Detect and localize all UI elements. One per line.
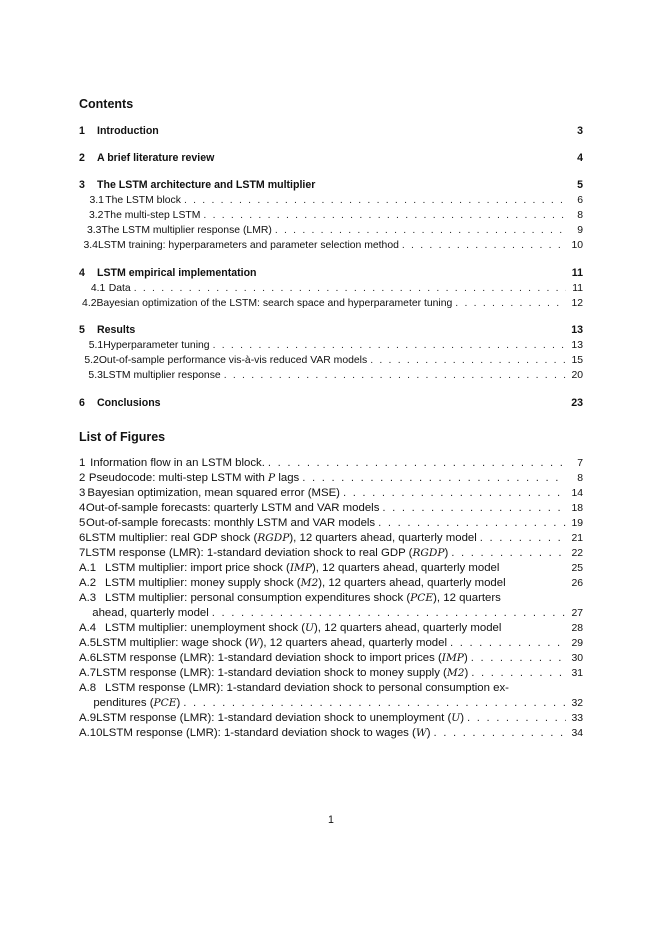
leader-dots xyxy=(370,355,566,366)
subsection-title: Bayesian optimization of the LSTM: search space and hyperparameter tuning xyxy=(96,298,453,309)
math-symbol: PCE xyxy=(153,697,177,709)
toc-subsection[interactable] xyxy=(79,210,583,225)
subsection-number: 3.1 xyxy=(89,195,104,206)
figure-page: 19 xyxy=(571,518,583,529)
figure-number: 6 xyxy=(79,532,86,544)
math-symbol: W xyxy=(248,637,260,649)
math-symbol: IMP xyxy=(441,652,464,664)
figure-entry-continuation[interactable] xyxy=(79,697,583,712)
leader-dots xyxy=(455,298,566,309)
toc-subsection[interactable] xyxy=(79,195,583,210)
figure-entry[interactable] xyxy=(79,502,583,517)
figure-entry[interactable] xyxy=(79,517,583,532)
figure-number: 7 xyxy=(79,547,86,559)
figure-page: 25 xyxy=(571,563,583,574)
toc-section[interactable] xyxy=(79,179,583,194)
figure-page: 29 xyxy=(571,638,583,649)
figure-title: LSTM multiplier: unemployment shock (U), 12 quarters ahead, quarterly model xyxy=(105,622,502,634)
section-title: Conclusions xyxy=(97,397,161,409)
leader-dots xyxy=(203,210,566,221)
figure-entry[interactable] xyxy=(79,667,583,682)
figure-number: A.3 xyxy=(79,592,97,604)
subsection-page: 13 xyxy=(571,340,583,351)
page-number: 1 xyxy=(328,814,334,826)
toc-section[interactable] xyxy=(79,125,583,140)
figure-page: 32 xyxy=(571,698,583,709)
section-number: 2 xyxy=(79,152,85,164)
math-symbol: PCE xyxy=(410,592,434,604)
leader-dots xyxy=(382,502,566,514)
subsection-page: 11 xyxy=(572,283,583,294)
figure-number: A.8 xyxy=(79,682,97,694)
figure-number: A.5 xyxy=(79,637,97,649)
toc-subsection[interactable] xyxy=(79,225,583,240)
figure-number: A.2 xyxy=(79,577,97,589)
subsection-title: The multi-step LSTM xyxy=(103,210,201,221)
figure-entry[interactable] xyxy=(79,682,583,697)
subsection-page: 10 xyxy=(571,240,583,251)
toc-subsection[interactable] xyxy=(79,240,583,255)
figure-number: 4 xyxy=(79,502,86,514)
figure-number: 3 xyxy=(79,487,86,499)
contents-heading: Contents xyxy=(79,97,134,111)
section-title: Introduction xyxy=(97,125,159,137)
figure-page: 34 xyxy=(571,728,583,739)
subsection-title: Out-of-sample performance vis-à-vis reduced VAR models xyxy=(98,355,368,366)
figure-title: LSTM response (LMR): 1-standard deviation shock to money supply (M2) xyxy=(96,667,469,679)
section-number: 6 xyxy=(79,397,85,409)
figure-page: 7 xyxy=(577,458,583,469)
subsection-title: The LSTM block xyxy=(105,195,181,206)
subsection-title: Hyperparameter tuning xyxy=(103,340,210,351)
figure-number: A.7 xyxy=(79,667,97,679)
figure-number: 2 xyxy=(79,472,86,484)
figure-entry[interactable] xyxy=(79,652,583,667)
figure-number: A.1 xyxy=(79,562,97,574)
figure-entry[interactable] xyxy=(79,712,583,727)
leader-dots xyxy=(471,652,566,664)
figure-page: 21 xyxy=(571,533,583,544)
subsection-number: 4.2 xyxy=(82,298,97,309)
math-symbol: RGDP xyxy=(257,532,290,544)
section-number: 3 xyxy=(79,179,85,191)
leader-dots xyxy=(275,225,566,236)
figure-page: 28 xyxy=(571,623,583,634)
figure-page: 8 xyxy=(577,473,583,484)
figure-number: A.9 xyxy=(79,712,97,724)
figure-page: 14 xyxy=(571,488,583,499)
subsection-number: 5.1 xyxy=(88,340,104,351)
subsection-page: 8 xyxy=(577,210,584,221)
subsection-title: LSTM multiplier response xyxy=(102,370,221,381)
leader-dots xyxy=(450,637,566,649)
math-symbol: RGDP xyxy=(412,547,445,559)
leader-dots xyxy=(480,532,566,544)
section-title: A brief literature review xyxy=(97,152,215,164)
toc-section[interactable] xyxy=(79,152,583,167)
math-symbol: U xyxy=(451,712,461,724)
figure-page: 33 xyxy=(571,713,583,724)
figure-title: LSTM multiplier: real GDP shock (RGDP), 12 quarters ahead, quarterly model xyxy=(85,532,477,544)
section-page: 4 xyxy=(577,152,583,164)
figure-number: A.6 xyxy=(79,652,97,664)
figure-title: LSTM multiplier: import price shock (IMP), 12 quarters ahead, quarterly model xyxy=(105,562,500,574)
section-page: 3 xyxy=(577,125,583,137)
leader-dots xyxy=(451,547,566,559)
subsection-number: 3.4 xyxy=(83,240,98,251)
section-page: 11 xyxy=(571,267,583,279)
subsection-page: 20 xyxy=(571,370,583,381)
leader-dots xyxy=(378,517,566,529)
subsection-number: 4.1 xyxy=(90,283,106,294)
figure-entry[interactable] xyxy=(79,562,583,577)
toc-section[interactable] xyxy=(79,324,583,339)
toc-section[interactable] xyxy=(79,267,583,282)
figure-entry-continuation[interactable] xyxy=(79,607,583,622)
subsection-number: 3.2 xyxy=(88,210,104,221)
subsection-title: LSTM training: hyperparameters and parameter selection method xyxy=(97,240,399,251)
leader-dots xyxy=(471,667,566,679)
figure-title: LSTM response (LMR): 1-standard deviation shock to import prices (IMP) xyxy=(96,652,468,664)
figure-title: LSTM multiplier: personal consumption expenditures shock (PCE), 12 quarters xyxy=(105,592,501,604)
figure-title: LSTM response (LMR): 1-standard deviation shock to real GDP (RGDP) xyxy=(85,547,449,559)
math-symbol: U xyxy=(305,622,314,634)
leader-dots xyxy=(268,457,566,469)
toc-section[interactable] xyxy=(79,397,583,412)
section-number: 5 xyxy=(79,324,85,336)
figure-title: Out-of-sample forecasts: monthly LSTM and VAR models xyxy=(86,517,376,529)
figure-title: LSTM multiplier: wage shock (W), 12 quarters ahead, quarterly model xyxy=(96,637,447,649)
figure-title: Bayesian optimization, mean squared error (MSE) xyxy=(87,487,340,499)
subsection-page: 12 xyxy=(571,298,583,309)
figure-entry[interactable] xyxy=(79,592,583,607)
subsection-page: 6 xyxy=(577,195,583,206)
toc-subsection[interactable] xyxy=(79,370,583,385)
section-title: The LSTM architecture and LSTM multiplier xyxy=(97,179,316,191)
figure-entry[interactable] xyxy=(79,622,583,637)
subsection-page: 9 xyxy=(577,225,583,236)
section-page: 5 xyxy=(577,179,583,191)
figure-entry[interactable] xyxy=(79,727,583,742)
figure-title: Out-of-sample forecasts: quarterly LSTM and VAR models xyxy=(85,502,380,514)
subsection-number: 5.3 xyxy=(88,370,103,381)
section-title: LSTM empirical implementation xyxy=(97,267,257,279)
section-number: 1 xyxy=(79,125,85,137)
figure-page: 30 xyxy=(571,653,583,664)
leader-dots xyxy=(302,472,566,484)
section-page: 23 xyxy=(571,397,583,409)
leader-dots xyxy=(213,340,566,351)
figure-title: Information flow in an LSTM block. xyxy=(90,457,265,469)
leader-dots xyxy=(434,727,566,739)
figure-title: LSTM response (LMR): 1-standard deviation shock to personal consumption ex- xyxy=(105,682,509,694)
leader-dots xyxy=(224,370,566,381)
figure-page: 31 xyxy=(571,668,583,679)
leader-dots xyxy=(402,240,566,251)
leader-dots xyxy=(343,487,566,499)
leader-dots xyxy=(183,697,566,709)
figure-number: 5 xyxy=(79,517,86,529)
figure-entry[interactable] xyxy=(79,472,583,487)
figure-number: A.4 xyxy=(79,622,97,634)
section-page: 13 xyxy=(571,324,583,336)
section-number: 4 xyxy=(79,267,85,279)
figure-entry[interactable] xyxy=(79,457,583,472)
subsection-page: 15 xyxy=(571,355,583,366)
figure-title-continuation: penditures (PCE) xyxy=(93,697,181,709)
subsection-title: The LSTM multiplier response (LMR) xyxy=(101,225,272,236)
leader-dots xyxy=(467,712,566,724)
leader-dots xyxy=(212,607,566,619)
figure-page: 18 xyxy=(571,503,583,514)
figure-entry[interactable] xyxy=(79,547,583,562)
leader-dots xyxy=(184,195,566,206)
figure-page: 26 xyxy=(571,578,583,589)
math-symbol: M2 xyxy=(300,577,319,589)
figure-title: LSTM response (LMR): 1-standard deviation shock to wages (W) xyxy=(102,727,431,739)
subsection-title: Data xyxy=(108,283,131,294)
figure-entry[interactable] xyxy=(79,577,583,592)
math-symbol: IMP xyxy=(289,562,312,574)
figure-title-continuation: ahead, quarterly model xyxy=(92,607,209,619)
math-symbol: M2 xyxy=(446,667,465,679)
math-symbol: P xyxy=(268,472,276,484)
figure-title: LSTM response (LMR): 1-standard deviation shock to unemployment (U) xyxy=(96,712,465,724)
section-title: Results xyxy=(97,324,136,336)
figure-page: 27 xyxy=(571,608,583,619)
toc-subsection[interactable] xyxy=(79,340,583,355)
figure-number: A.10 xyxy=(79,727,103,739)
figures-heading: List of Figures xyxy=(79,430,166,444)
subsection-number: 5.2 xyxy=(84,355,99,366)
figure-entry[interactable] xyxy=(79,532,583,547)
math-symbol: W xyxy=(415,727,427,739)
figure-page: 22 xyxy=(571,548,583,559)
toc-subsection[interactable] xyxy=(79,298,583,313)
leader-dots xyxy=(134,283,566,294)
figure-title: Pseudocode: multi-step LSTM with P lags xyxy=(88,472,300,484)
figure-entry[interactable] xyxy=(79,637,583,652)
toc-subsection[interactable] xyxy=(79,355,583,370)
subsection-number: 3.3 xyxy=(87,225,102,236)
figure-number: 1 xyxy=(79,457,86,469)
toc-subsection[interactable] xyxy=(79,283,583,298)
figure-title: LSTM multiplier: money supply shock (M2), 12 quarters ahead, quarterly model xyxy=(105,577,506,589)
figure-entry[interactable] xyxy=(79,487,583,502)
